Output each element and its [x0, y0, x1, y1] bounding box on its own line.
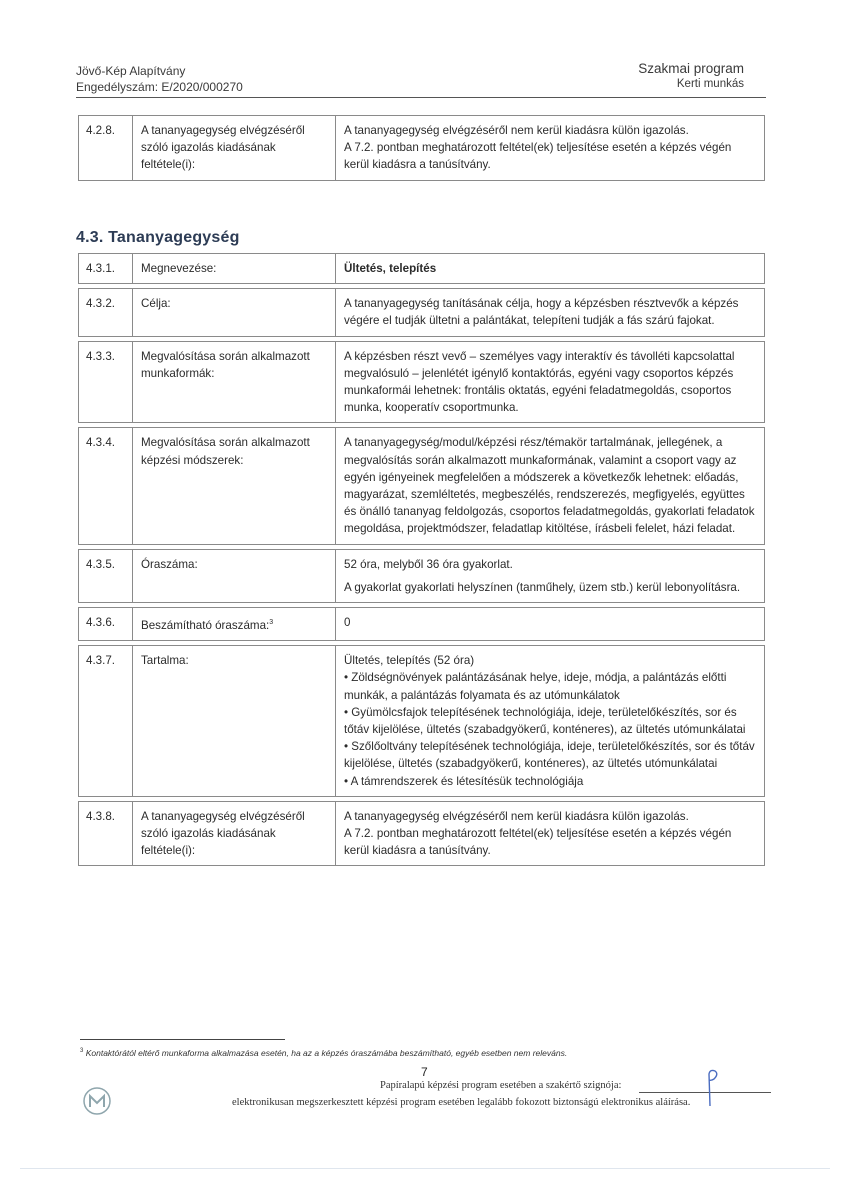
license-number: Engedélyszám: E/2020/000270 — [76, 80, 243, 94]
program-title: Szakmai program — [638, 61, 744, 76]
row-label: Tartalma: — [133, 646, 336, 797]
row-label: Megvalósítása során alkalmazott munkaformák: — [133, 341, 336, 423]
row-value — [336, 549, 765, 602]
value-line: A 7.2. pontban meghatározott feltétel(ek) teljesítése esetén a képzés végén kerül kiadásra a tanúsítvány. — [344, 141, 732, 172]
list-item: • Gyümölcsfajok telepítésének technológiája, ideje, területelőkészítés, sor és tőtáv kijelölése, ültetés (szabadgyökerű, konténeres), az ültetés utómunkálatai — [344, 704, 756, 738]
table-unit — [78, 253, 765, 866]
value-line: 52 óra, melyből 36 óra gyakorlat. — [344, 557, 513, 571]
list-item: • Szőlőoltvány telepítésének technológiája, ideje, területelőkészítés, sor és tőtáv kijelölése, ültetés (szabadgyökerű, konténeres), az ültetés utómunkálatai — [344, 738, 756, 772]
value-line: A tananyagegység elvégzéséről nem kerül kiadásra külön igazolás. — [344, 809, 689, 823]
footnote — [80, 1048, 567, 1058]
header-left — [76, 63, 243, 95]
table-row — [79, 428, 765, 544]
row-value — [336, 646, 765, 797]
program-subtitle: Kerti munkás — [676, 78, 744, 90]
row-value: A képzésben részt vevő – személyes vagy interaktív és távolléti kapcsolattal megvalósuló – jelenlétét igénylő kontaktórás, egyéni vagy csoportos képzés munkaformái lehetnek: frontális oktatás, egyéni feladatmegoldás, csoportos munka, kooperatív csoportmunka. — [336, 341, 765, 423]
table-row — [79, 254, 765, 284]
content-heading: Ültetés, telepítés (52 óra) — [344, 654, 475, 668]
header-divider — [76, 97, 766, 98]
row-number: 4.3.1. — [79, 254, 133, 284]
signature-instruction-electronic: elektronikusan megszerkesztett képzési program esetében legalább fokozott biztonságú elektronikus aláírása. — [232, 1097, 691, 1108]
row-number: 4.3.3. — [79, 341, 133, 423]
row-value: 0 — [336, 608, 765, 641]
row-value — [336, 801, 765, 866]
row-label-text: Beszámítható óraszáma: — [141, 618, 270, 632]
row-label: A tananyagegység elvégzéséről szóló igazolás kiadásának feltétele(i): — [133, 801, 336, 866]
row-value: Ültetés, telepítés — [336, 254, 765, 284]
list-item: • Zöldségnövények palántázásának helye, ideje, módja, a palántázás előtti munkák, a palántázás folyamata és az utómunkálatok — [344, 669, 756, 703]
row-number: 4.3.4. — [79, 428, 133, 544]
table-top — [78, 115, 765, 181]
row-label: Óraszáma: — [133, 549, 336, 602]
table-row — [79, 116, 765, 181]
table-row — [79, 341, 765, 423]
footnote-ref: 3 — [269, 619, 274, 627]
header-right — [638, 60, 744, 92]
row-value: A tananyagegység/modul/képzési rész/témakör tartalmának, jellegének, a megvalósítás során alkalmazott munkaformának, valamint a csoport vagy az egyén igényeinek megfelelően a módszerek a következők lehetnek: előadás, magyarázat, szemléltetés, megbeszélés, rendszerezés, megfigyelés, együttes és önálló tananyag feldolgozás, csoportos feladatmegoldás, gyakorlati feladatok megoldása, projektmódszer, feladatlap kitöltése, írásbeli felelet, házi feladat. — [336, 428, 765, 544]
row-number: 4.3.8. — [79, 801, 133, 866]
value-line: A 7.2. pontban meghatározott feltétel(ek) teljesítése esetén a képzés végén kerül kiadásra a tanúsítvány. — [344, 826, 732, 858]
row-value: A tananyagegység tanításának célja, hogy a képzésben résztvevők a képzés végére el tudják ültetni a palántákat, telepíteni tudják a fás szárú fajokat. — [336, 289, 765, 336]
row-number: 4.3.5. — [79, 549, 133, 602]
footnote-divider — [80, 1039, 285, 1040]
footnote-marker: 3 — [80, 1048, 84, 1055]
list-item: • A támrendszerek és létesítésük technológiája — [344, 773, 756, 790]
foundation-logo-icon — [82, 1086, 112, 1121]
table-row — [79, 549, 765, 602]
row-value — [336, 116, 765, 181]
row-number: 4.3.6. — [79, 608, 133, 641]
org-name: Jövő-Kép Alapítvány — [76, 64, 186, 78]
value-line: A gyakorlat gyakorlati helyszínen (tanműhely, üzem stb.) kerül lebonyolításra. — [344, 580, 741, 594]
section-title: 4.3. Tananyagegység — [76, 229, 240, 246]
row-label: Célja: — [133, 289, 336, 336]
page-bottom-divider — [20, 1168, 830, 1169]
table-row — [79, 646, 765, 797]
row-label: Megnevezése: — [133, 254, 336, 284]
row-number: 4.3.2. — [79, 289, 133, 336]
signature-instruction: Papíralapú képzési program esetében a szakértő szignója: — [380, 1080, 622, 1091]
row-label: A tananyagegység elvégzéséről szóló igazolás kiadásának feltétele(i): — [133, 116, 336, 181]
row-number: 4.3.7. — [79, 646, 133, 797]
table-row — [79, 801, 765, 866]
table-row — [79, 608, 765, 641]
value-line: A tananyagegység elvégzéséről nem kerül kiadásra külön igazolás. — [344, 124, 689, 137]
row-label: Megvalósítása során alkalmazott képzési módszerek: — [133, 428, 336, 544]
row-label — [133, 608, 336, 641]
page-number: 7 — [421, 1065, 428, 1079]
row-number: 4.2.8. — [79, 116, 133, 181]
table-row — [79, 289, 765, 336]
footnote-text: Kontaktórától eltérő munkaforma alkalmazása esetén, ha az a képzés óraszámába beszámítható, egyéb esetben nem releváns. — [85, 1048, 568, 1058]
signature-mark-icon — [700, 1068, 722, 1113]
